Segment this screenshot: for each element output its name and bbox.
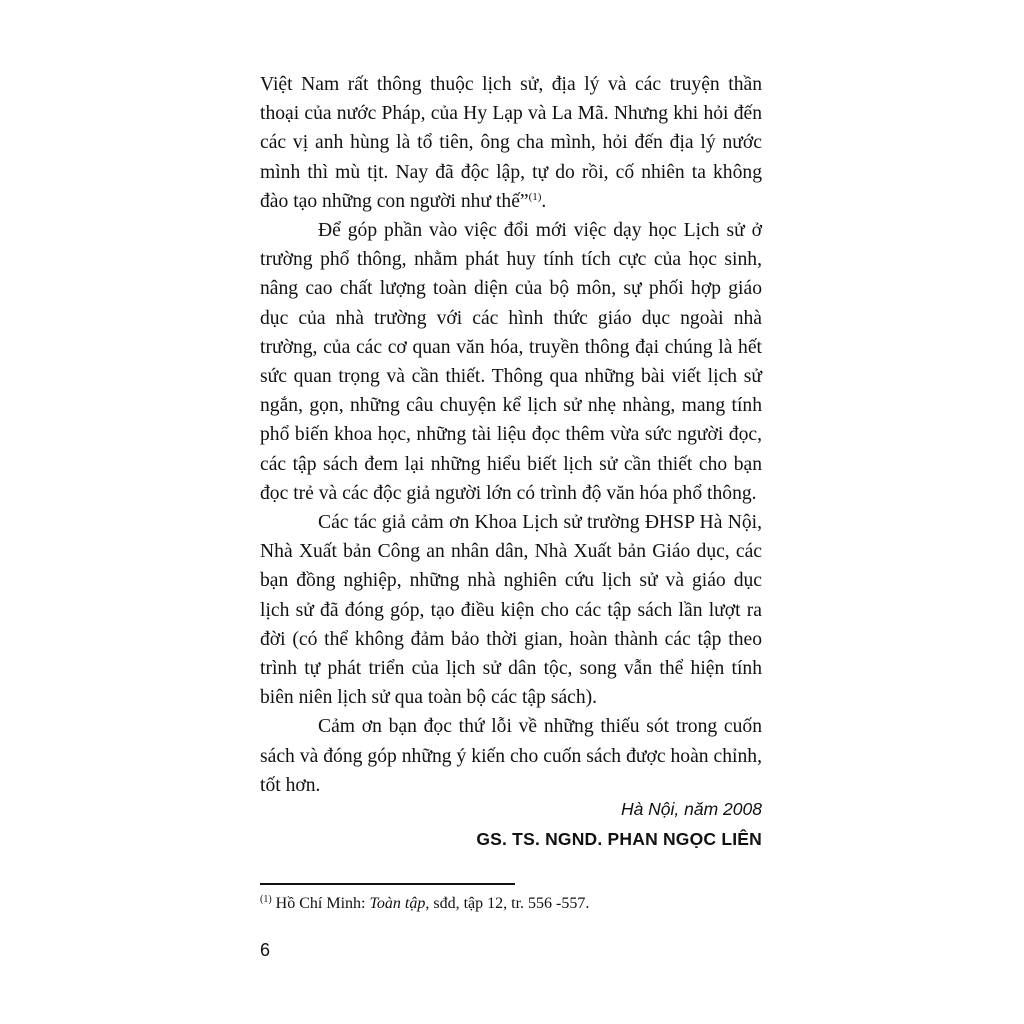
signature-author: GS. TS. NGND. PHAN NGỌC LIÊN	[476, 829, 762, 849]
page-number: 6	[260, 940, 271, 960]
footnote-marker: (1)	[260, 894, 272, 905]
paragraph-continued-tail: .	[541, 190, 547, 212]
footnote-author: Hồ Chí Minh:	[271, 895, 370, 912]
footnote-details: , sđd, tập 12, tr. 556 -557.	[425, 895, 590, 912]
footnote-reference: (1)	[528, 190, 542, 203]
paragraph-purpose: Để góp phần vào việc đổi mới việc dạy học Lịch sử ở trường phổ thông, nhằm phát huy tính tích cực của học sinh, nâng cao chất lượng toàn diện của bộ môn, sự phối hợp giáo dục của nhà trường với các hình thức giáo dục ngoài nhà trường, của các cơ quan văn hóa, truyền thông đại chúng là hết sức quan trọng và cần thiết. Thông qua những bài viết lịch sử ngắn, gọn, những câu chuyện kể lịch sử nhẹ nhàng, mang tính phổ biến khoa học, những tài liệu đọc thêm vừa sức người đọc, các tập sách đem lại những hiểu biết lịch sử cần thiết cho bạn đọc trẻ và các độc giả người lớn có trình độ văn hóa phổ thông.	[260, 220, 762, 504]
paragraph-continued-text: Việt Nam rất thông thuộc lịch sử, địa lý và các truyện thần thoại của nước Pháp, của Hy Lạp và La Mã. Nhưng khi hỏi đến các vị anh hùng là tổ tiên, ông cha mình, hỏi đến địa lý nước mình thì mù tịt. Nay đã độc lập, tự do rồi, cố nhiên ta không đào tạo những con người như thế”	[260, 74, 762, 212]
paragraph-thanks-readers: Cảm ơn bạn đọc thứ lỗi về những thiếu sót trong cuốn sách và đóng góp những ý kiến cho cuốn sách được hoàn chỉnh, tốt hơn.	[260, 716, 762, 796]
paragraph-continued	[260, 70, 762, 216]
paragraph-acknowledgements: Các tác giả cảm ơn Khoa Lịch sử trường ĐHSP Hà Nội, Nhà Xuất bản Công an nhân dân, Nhà Xuất bản Giáo dục, các bạn đồng nghiệp, những nhà nghiên cứu lịch sử và giáo dục lịch sử đã đóng góp, tạo điều kiện cho các tập sách lần lượt ra đời (có thể không đảm bảo thời gian, hoàn thành các tập theo trình tự phát triển của lịch sử dân tộc, song vẫn thể hiện tính biên niên lịch sử qua toàn bộ các tập sách).	[260, 512, 762, 709]
footnote-divider	[260, 883, 515, 885]
footnote	[260, 893, 762, 915]
footnote-work-title: Toàn tập	[369, 895, 426, 912]
signature-place-date: Hà Nội, năm 2008	[620, 799, 762, 819]
body-text	[260, 70, 762, 800]
